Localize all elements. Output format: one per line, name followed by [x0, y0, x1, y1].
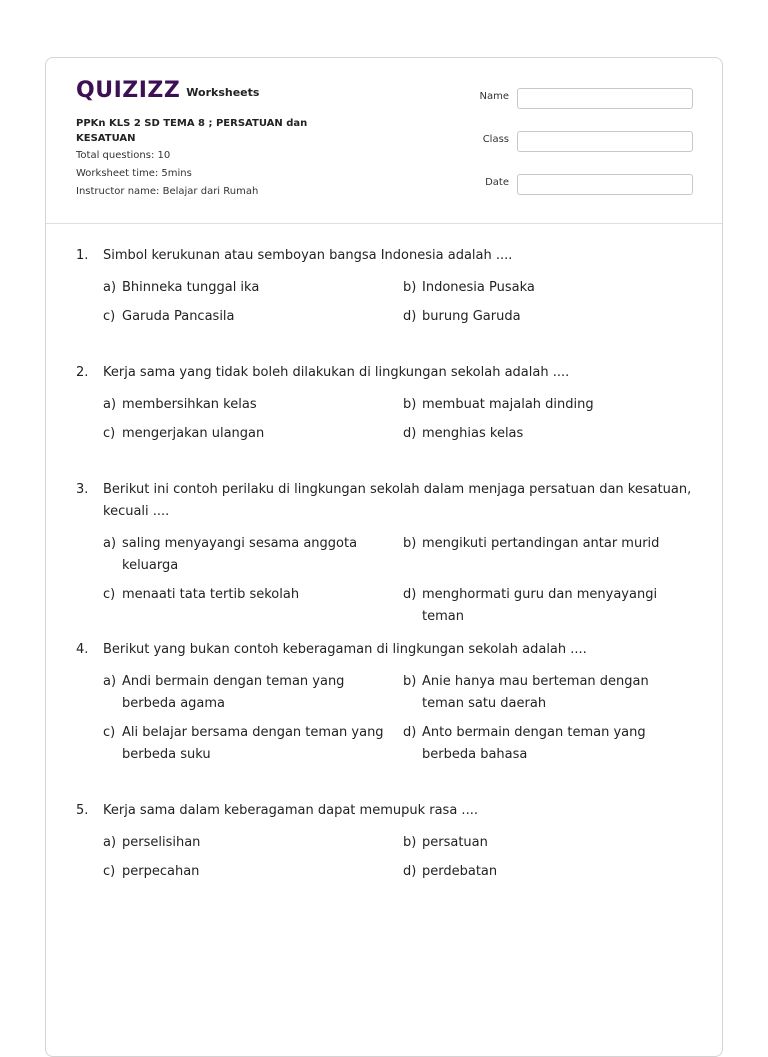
- option-a: [103, 832, 403, 854]
- option-c: [103, 722, 403, 766]
- option-letter: d): [403, 864, 417, 879]
- worksheet-header: [46, 58, 722, 224]
- question-number: 1.: [76, 248, 89, 263]
- option-text: perdebatan: [422, 864, 498, 879]
- date-field[interactable]: [517, 174, 693, 195]
- worksheet-page: [45, 57, 723, 1057]
- question-text: [76, 479, 692, 523]
- option-letter: c): [103, 426, 116, 441]
- option-d: [403, 722, 683, 766]
- question-body: Kerja sama yang tidak boleh dilakukan di lingkungan sekolah adalah ....: [103, 365, 570, 380]
- option-text: Ali belajar bersama dengan teman yang berbeda suku: [122, 725, 384, 762]
- option-c: [103, 861, 403, 883]
- option-text: Anto bermain dengan teman yang berbeda bahasa: [422, 725, 646, 762]
- name-label: Name: [479, 91, 509, 102]
- option-letter: c): [103, 587, 116, 602]
- option-letter: a): [103, 536, 117, 551]
- question-number: 5.: [76, 803, 89, 818]
- option-letter: a): [103, 674, 117, 689]
- date-label: Date: [485, 177, 509, 188]
- option-letter: b): [403, 280, 417, 295]
- option-text: Bhinneka tunggal ika: [122, 280, 260, 295]
- option-letter: c): [103, 309, 116, 324]
- question-body: Kerja sama dalam keberagaman dapat memupuk rasa ....: [103, 803, 478, 818]
- question-text: [76, 800, 692, 822]
- question-number: 4.: [76, 642, 89, 657]
- option-letter: b): [403, 835, 417, 850]
- option-a: [103, 277, 403, 299]
- option-b: [403, 277, 683, 299]
- brand-subtitle: Worksheets: [186, 86, 260, 99]
- question-text: [76, 245, 692, 267]
- worksheet-title: PPKn KLS 2 SD TEMA 8 ; PERSATUAN dan KESATUAN: [76, 118, 308, 144]
- question-text: [76, 362, 692, 384]
- total-questions: Total questions: 10: [76, 150, 171, 161]
- option-text: Anie hanya mau berteman dengan teman satu daerah: [422, 674, 649, 711]
- question-text: [76, 639, 692, 661]
- question-3: [76, 479, 692, 628]
- brand: [76, 78, 259, 104]
- option-text: menghormati guru dan menyayangi teman: [422, 587, 658, 624]
- options: [103, 394, 692, 445]
- option-letter: d): [403, 587, 417, 602]
- option-c: [103, 423, 403, 445]
- options: [103, 671, 692, 766]
- option-d: [403, 861, 683, 883]
- option-letter: d): [403, 725, 417, 740]
- option-b: [403, 394, 683, 416]
- option-text: perpecahan: [122, 864, 200, 879]
- question-body: Berikut yang bukan contoh keberagaman di lingkungan sekolah adalah ....: [103, 642, 587, 657]
- option-c: [103, 306, 403, 328]
- option-letter: c): [103, 864, 116, 879]
- option-a: [103, 671, 403, 715]
- option-letter: b): [403, 397, 417, 412]
- option-letter: c): [103, 725, 116, 740]
- option-c: [103, 584, 403, 628]
- question-5: [76, 800, 692, 883]
- option-text: menghias kelas: [422, 426, 524, 441]
- option-text: mengerjakan ulangan: [122, 426, 265, 441]
- option-b: [403, 533, 683, 577]
- option-letter: d): [403, 426, 417, 441]
- option-text: Indonesia Pusaka: [422, 280, 535, 295]
- question-4: [76, 639, 692, 766]
- question-body: Berikut ini contoh perilaku di lingkungan sekolah dalam menjaga persatuan dan kesatuan, kecuali ....: [103, 482, 692, 519]
- option-a: [103, 533, 403, 577]
- option-b: [403, 832, 683, 854]
- class-label: Class: [482, 134, 509, 145]
- option-d: [403, 306, 683, 328]
- quizizz-logo: QUIZIZZ: [76, 78, 181, 103]
- option-d: [403, 423, 683, 445]
- question-number: 3.: [76, 482, 89, 497]
- instructor-name: Instructor name: Belajar dari Rumah: [76, 186, 259, 197]
- option-text: burung Garuda: [422, 309, 521, 324]
- option-letter: a): [103, 835, 117, 850]
- options: [103, 277, 692, 328]
- option-text: saling menyayangi sesama anggota keluarga: [122, 536, 358, 573]
- question-1: [76, 245, 692, 328]
- option-letter: d): [403, 309, 417, 324]
- question-body: Simbol kerukunan atau semboyan bangsa Indonesia adalah ....: [103, 248, 513, 263]
- question-2: [76, 362, 692, 445]
- option-d: [403, 584, 683, 628]
- worksheet-time: Worksheet time: 5mins: [76, 168, 192, 179]
- question-number: 2.: [76, 365, 89, 380]
- option-letter: a): [103, 280, 117, 295]
- class-field[interactable]: [517, 131, 693, 152]
- option-b: [403, 671, 683, 715]
- option-text: Andi bermain dengan teman yang berbeda agama: [122, 674, 345, 711]
- option-text: menaati tata tertib sekolah: [122, 587, 300, 602]
- option-letter: b): [403, 536, 417, 551]
- option-text: mengikuti pertandingan antar murid: [422, 536, 660, 551]
- option-text: persatuan: [422, 835, 488, 850]
- options: [103, 533, 692, 628]
- option-text: Garuda Pancasila: [122, 309, 235, 324]
- option-text: membuat majalah dinding: [422, 397, 594, 412]
- option-text: membersihkan kelas: [122, 397, 257, 412]
- option-text: perselisihan: [122, 835, 201, 850]
- options: [103, 832, 692, 883]
- name-field[interactable]: [517, 88, 693, 109]
- option-letter: a): [103, 397, 117, 412]
- option-a: [103, 394, 403, 416]
- option-letter: b): [403, 674, 417, 689]
